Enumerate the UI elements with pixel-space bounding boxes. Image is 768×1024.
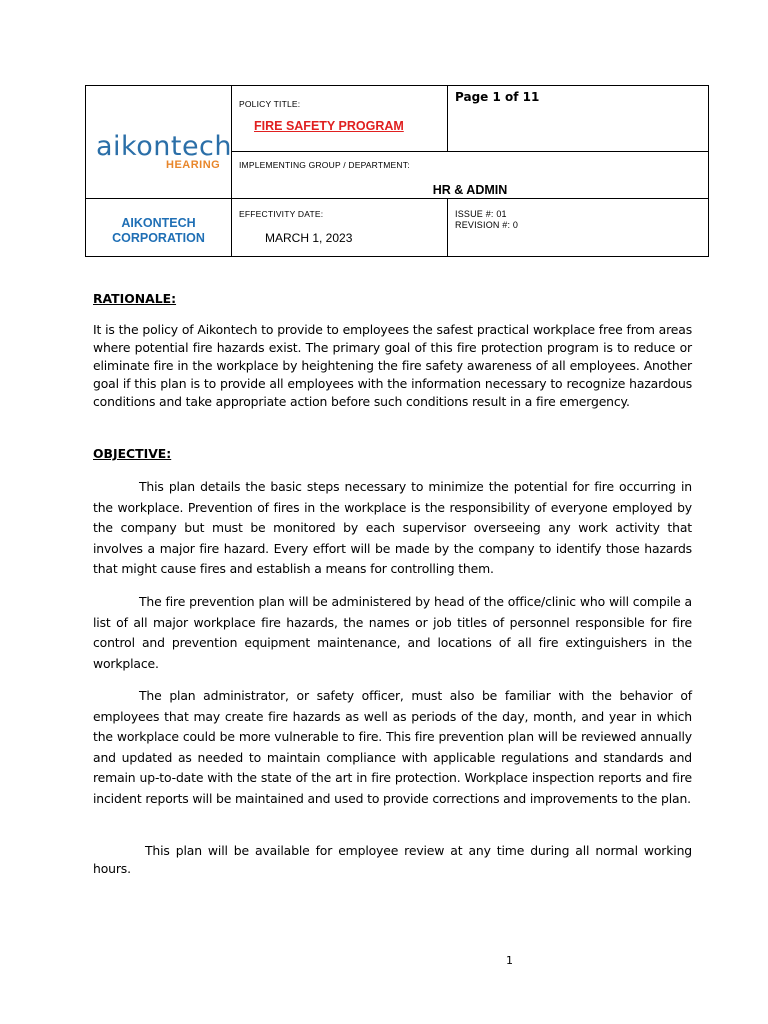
company-name: AIKONTECH CORPORATION: [112, 216, 205, 245]
rationale-paragraph: It is the policy of Aikontech to provide to employees the safest practical workplace free from areas where potential fire hazards exist. The primary goal of this fire protection program is to reduce or eliminate fire in the workplace by heightening the fire safety awareness of all employees. Another goal if this plan is to provide all employees with the information necessary to recognize hazardous conditions and take appropriate action before such conditions result in a fire emergency.: [93, 322, 692, 409]
objective-paragraph: The plan administrator, or safety officer, must also be familiar with the behavior of employees that may create fire hazards as well as periods of the day, month, and year in which the workplace could be more vulnerable to fire. This fire prevention plan will be reviewed annually and updated as needed to maintain compliance with applicable regulations and standards and remain up-to-date with the state of the art in fire protection. Workplace inspection reports and fire incident reports will be maintained and used to provide corrections and improvements to the plan.: [93, 688, 692, 806]
objective-paragraph: The fire prevention plan will be administered by head of the office/clinic who will compile a list of all major workplace fire hazards, the names or job titles of personnel responsible for fire control and prevention equipment maintenance, and locations of all fire extinguishers in the workplace.: [93, 594, 692, 671]
page-info-cell: [448, 86, 709, 152]
company-name-cell: [86, 199, 232, 257]
logo-subtext: HEARING: [166, 159, 221, 171]
issue-number: ISSUE #: 01: [455, 209, 507, 219]
objective-paragraph-1-block: [93, 477, 692, 580]
issue-cell: [448, 199, 709, 257]
rationale-heading: RATIONALE:: [93, 291, 177, 306]
objective-paragraph: This plan will be available for employee review at any time during all normal working hours.: [93, 843, 692, 876]
company-logo: aikontech: [96, 131, 233, 162]
effectivity-date: MARCH 1, 2023: [265, 231, 353, 245]
page-number: 1: [506, 954, 513, 967]
objective-paragraph-3-block: [93, 686, 692, 810]
policy-title-cell: [232, 86, 448, 152]
objective-paragraph-2-block: [93, 592, 692, 674]
document-header-table: [85, 85, 709, 257]
revision-number: REVISION #: 0: [455, 220, 519, 230]
rationale-section: [93, 321, 692, 411]
policy-title-label: POLICY TITLE:: [239, 99, 301, 109]
logo-cell: [86, 86, 232, 199]
department-cell: [232, 152, 709, 199]
implementing-group-label: IMPLEMENTING GROUP / DEPARTMENT:: [239, 160, 410, 170]
effectivity-date-label: EFFECTIVITY DATE:: [239, 209, 324, 219]
objective-paragraph-4-block: [93, 842, 692, 878]
department-value: HR & ADMIN: [432, 183, 508, 197]
objective-heading: OBJECTIVE:: [93, 446, 172, 461]
objective-paragraph: This plan details the basic steps necessary to minimize the potential for fire occurring in the workplace. Prevention of fires in the workplace is the responsibility of everyone employed by the company but must be monitored by each supervisor overseeing any work activity that involves a major fire hazard. Every effort will be made by the company to identify those hazards that might cause fires and establish a means for controlling them.: [93, 479, 692, 577]
effectivity-date-cell: [232, 199, 448, 257]
policy-title: FIRE SAFETY PROGRAM: [254, 119, 404, 133]
page-info: Page 1 of 11: [455, 90, 540, 104]
